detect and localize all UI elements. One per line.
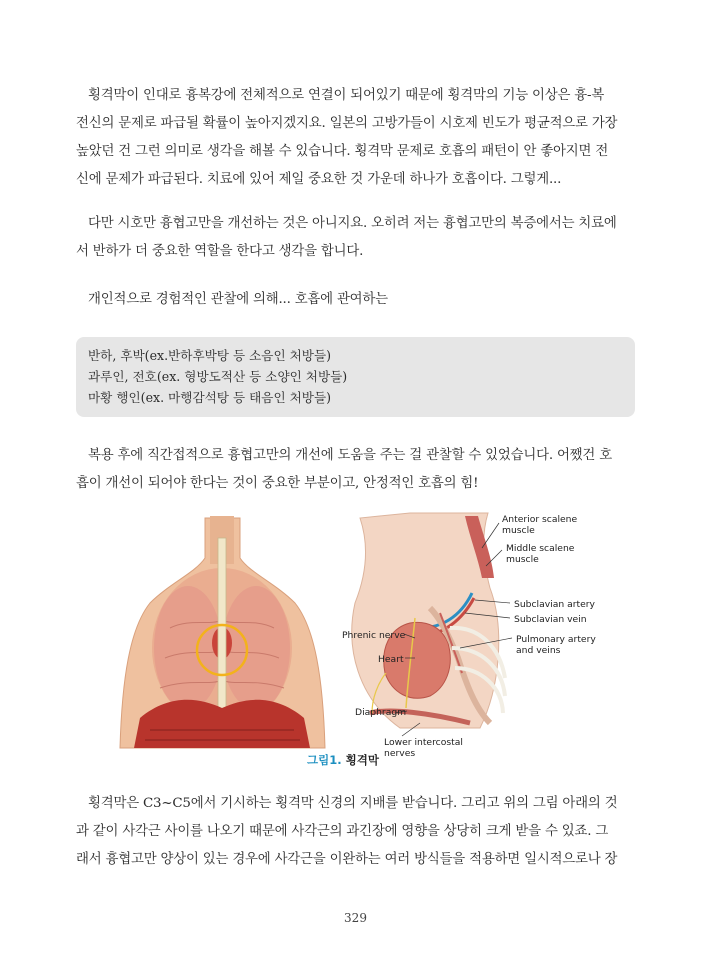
paragraph-line: 개인적으로 경험적인 관찰에 의해... 호흡에 관여하는 [88,292,388,307]
paragraph-line: 복용 후에 직간접적으로 흉협고만의 개선에 도움을 주는 걸 관찰할 수 있었습니다. 어쨌건 호 [88,448,612,463]
paragraph-line: 흡이 개선이 되어야 한다는 것이 중요한 부분이고, 안정적인 호흡의 힘! [76,476,479,491]
figure-caption-number: 그림1. [307,753,342,767]
paragraph-4 [76,442,634,498]
anatomy-illustration [110,508,630,776]
phrenic-nerve-label: Phrenic nerve [342,630,406,641]
paragraph-line: 전신의 문제로 파급될 확률이 높아지겠지요. 일본의 고방가들이 시호제 빈도가 평균적으로 가장 [76,116,618,131]
figure-caption [307,752,379,768]
figure-caption-text: 횡격막 [345,753,379,767]
pulmonary-label: Pulmonary artery and veins [516,634,596,656]
heart-label: Heart [378,654,404,665]
lower-intercostal-label: Lower intercostal nerves [384,737,463,759]
paragraph-1 [76,82,634,194]
paragraph-line: 신에 문제가 파급된다. 치료에 있어 제일 중요한 것 가운데 하나가 호흡이다. 그렇게... [76,172,562,187]
paragraph-5 [76,790,634,874]
callout-item: 과루인, 전호(ex. 형방도적산 등 소양인 처방들) [88,369,348,384]
paragraph-line: 서 반하가 더 중요한 역할을 한다고 생각을 합니다. [76,244,364,259]
middle-scalene-label: Middle scalene muscle [506,543,575,565]
back-torso-illustration [120,516,325,748]
paragraph-3 [76,286,634,314]
diaphragm-label: Diaphragm [355,707,407,718]
paragraph-line: 다만 시호만 흉협고만을 개선하는 것은 아니지요. 오히려 저는 흉협고만의 복증에서는 치료에 [88,216,617,231]
thorax-illustration [352,513,505,728]
diaphragm-figure [110,508,630,776]
subclavian-artery-label: Subclavian artery [514,599,595,610]
callout-item: 반하, 후박(ex.반하후박탕 등 소음인 처방들) [88,348,332,363]
subclavian-vein-label: Subclavian vein [514,614,587,625]
page-number: 329 [344,911,367,925]
paragraph-line: 높았던 건 그런 의미로 생각을 해볼 수 있습니다. 횡격막 문제로 호흡의 패턴이 안 좋아지면 전 [76,144,609,159]
callout-item: 마황 행인(ex. 마행감석탕 등 태음인 처방들) [88,390,332,405]
paragraph-line: 횡격막은 C3~C5에서 기시하는 횡격막 신경의 지배를 받습니다. 그리고 위의 그림 아래의 것 [88,796,618,811]
paragraph-line: 래서 흉협고만 양상이 있는 경우에 사각근을 이완하는 여러 방식들을 적용하면 일시적으로나 장 [76,852,618,867]
prescription-callout [76,337,635,417]
paragraph-2 [76,210,634,266]
paragraph-line: 과 같이 사각근 사이를 나오기 때문에 사각근의 과긴장에 영향을 상당히 크게 받을 수 있죠. 그 [76,824,609,839]
paragraph-line: 횡격막이 인대로 흉복강에 전체적으로 연결이 되어있기 때문에 횡격막의 기능 이상은 흉-복 [88,88,605,103]
anterior-scalene-label: Anterior scalene muscle [502,514,578,536]
